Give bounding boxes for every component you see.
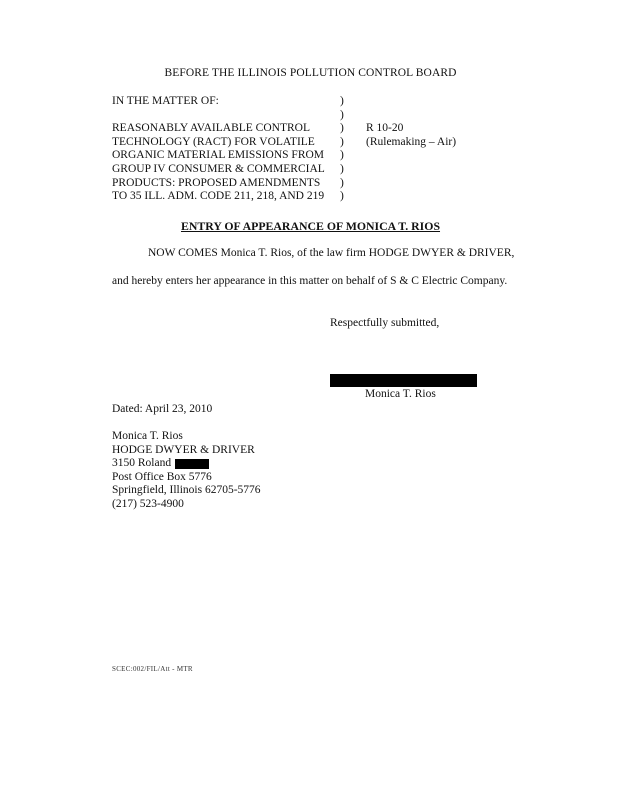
body-paragraph-line-2: and hereby enters her appearance in this matter on behalf of S & C Electric Company.: [112, 275, 508, 287]
rulemaking-type: (Rulemaking – Air): [366, 135, 457, 148]
address-city: Springfield, Illinois 62705-5776: [112, 484, 261, 497]
caption-row: [112, 137, 456, 151]
address-name: Monica T. Rios: [112, 430, 183, 443]
entry-title: ENTRY OF APPEARANCE OF MONICA T. RIOS: [180, 219, 441, 233]
caption-left: ORGANIC MATERIAL EMISSIONS FROM: [112, 149, 325, 162]
signature-name: Monica T. Rios: [365, 388, 436, 400]
address-po-box: Post Office Box 5776: [112, 470, 212, 483]
docket-number: R 10-20: [366, 122, 404, 135]
redacted-street-suffix: [175, 459, 209, 469]
closing-text: Respectfully submitted,: [330, 317, 440, 329]
caption-paren: ): [340, 149, 344, 162]
caption-paren: ): [340, 176, 344, 189]
caption-paren: ): [340, 122, 344, 135]
caption-row: [112, 123, 456, 137]
caption-paren: ): [340, 190, 344, 203]
caption-row: [112, 150, 456, 164]
caption-row: [112, 191, 456, 205]
board-heading: BEFORE THE ILLINOIS POLLUTION CONTROL BOARD: [164, 67, 457, 79]
caption-paren: ): [340, 135, 344, 148]
caption-paren: ): [340, 162, 344, 175]
attorney-address-block: [112, 430, 261, 512]
caption-left: REASONABLY AVAILABLE CONTROL: [112, 122, 310, 135]
address-street-line: [112, 457, 261, 471]
dated-line: Dated: April 23, 2010: [112, 403, 213, 415]
caption-left: PRODUCTS: PROPOSED AMENDMENTS: [112, 176, 321, 189]
caption-left: IN THE MATTER OF:: [112, 95, 219, 107]
caption-left: TECHNOLOGY (RACT) FOR VOLATILE: [112, 135, 315, 148]
caption-row: [112, 178, 456, 192]
case-caption: [112, 96, 456, 205]
footer-document-code: SCEC:002/FIL/Att - MTR: [112, 665, 193, 673]
address-phone: (217) 523-4900: [112, 498, 184, 511]
caption-left: GROUP IV CONSUMER & COMMERCIAL: [112, 162, 325, 175]
caption-paren: ): [340, 95, 344, 107]
address-street: 3150 Roland: [112, 457, 172, 470]
caption-left: TO 35 ILL. ADM. CODE 211, 218, AND 219: [112, 190, 325, 203]
address-firm: HODGE DWYER & DRIVER: [112, 443, 255, 456]
caption-row: [112, 164, 456, 178]
caption-left: [112, 110, 340, 124]
caption-paren: ): [340, 108, 344, 121]
caption-row: [112, 110, 456, 124]
caption-row: [112, 96, 456, 110]
redacted-signature: [330, 374, 477, 387]
body-paragraph-line-1: NOW COMES Monica T. Rios, of the law firm HODGE DWYER & DRIVER,: [148, 247, 515, 259]
